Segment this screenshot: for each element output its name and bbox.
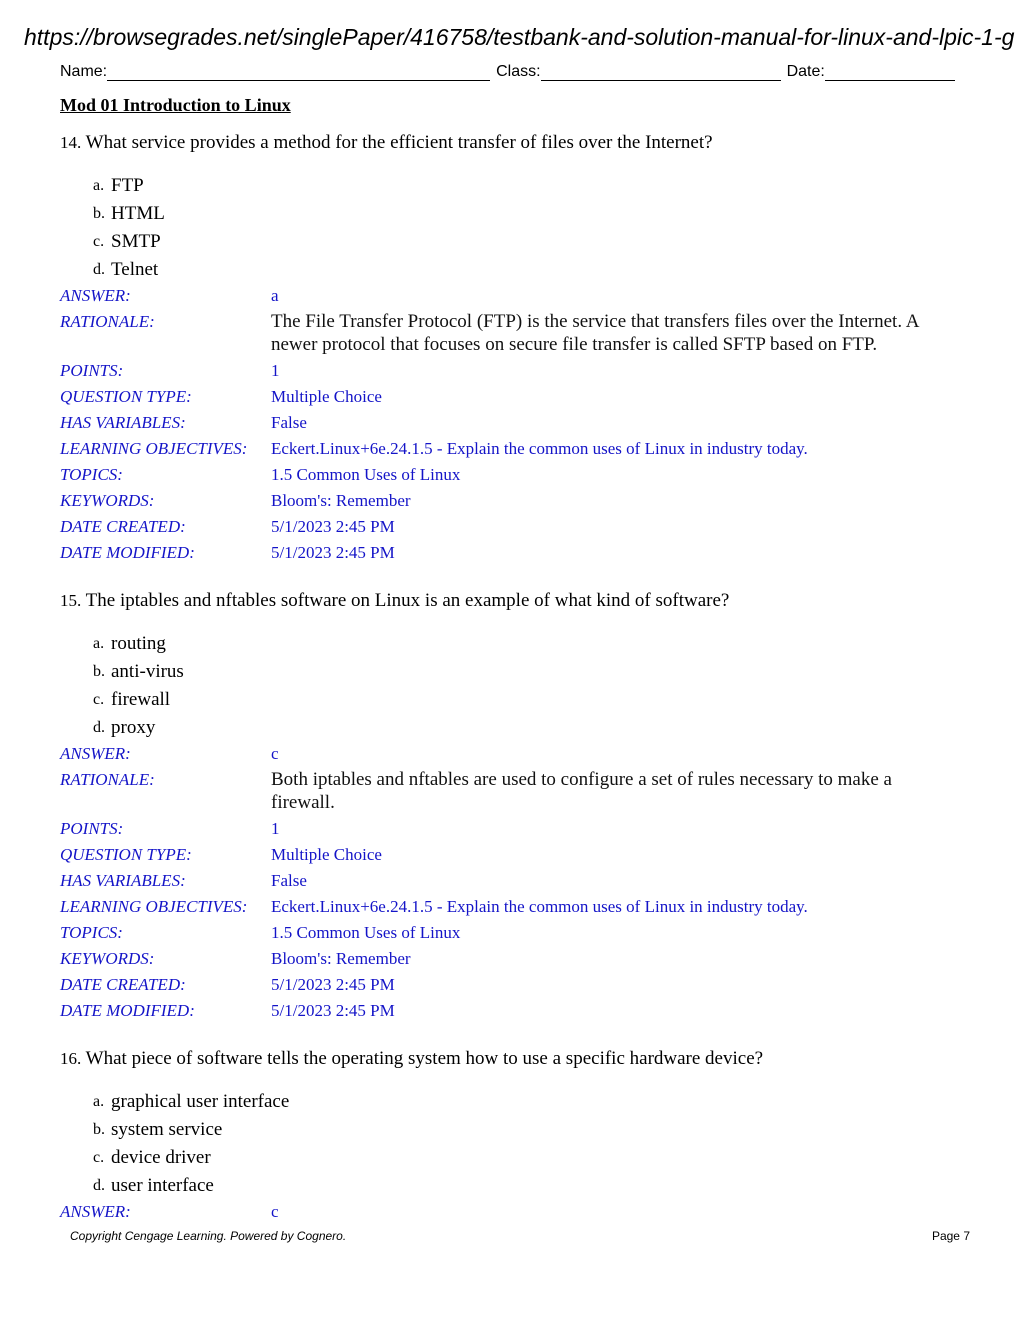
date-modified-row [60, 999, 960, 1022]
has-variables-label: HAS VARIABLES: [60, 871, 186, 890]
option-text: FTP [111, 175, 144, 196]
question-type-value: Multiple Choice [271, 845, 382, 864]
date-created-row [60, 515, 960, 538]
name-label: Name: [60, 63, 108, 80]
option-text: device driver [111, 1147, 211, 1168]
date-modified-row [60, 541, 960, 564]
rationale-label: RATIONALE: [60, 770, 155, 789]
topics-value: 1.5 Common Uses of Linux [271, 923, 461, 942]
points-row [60, 817, 960, 840]
has-variables-row [60, 869, 960, 892]
answer-label: ANSWER: [60, 744, 131, 763]
answer-value: c [271, 1202, 279, 1221]
topics-label: TOPICS: [60, 923, 123, 942]
question-type-row [60, 385, 960, 408]
date-modified-value: 5/1/2023 2:45 PM [271, 543, 395, 562]
name-field[interactable] [107, 62, 490, 81]
date-modified-label: DATE MODIFIED: [60, 1001, 195, 1020]
has-variables-value: False [271, 871, 307, 890]
option-letter: c. [93, 233, 105, 250]
question-prompt: What service provides a method for the efficient transfer of files over the Internet? [85, 132, 713, 153]
option-c [60, 686, 960, 714]
date-field[interactable] [825, 62, 955, 81]
question-15 [60, 589, 960, 1025]
keywords-row [60, 489, 960, 512]
class-label: Class: [496, 63, 541, 80]
date-created-value: 5/1/2023 2:45 PM [271, 517, 395, 536]
keywords-label: KEYWORDS: [60, 949, 155, 968]
answer-row [60, 1200, 960, 1223]
has-variables-value: False [271, 413, 307, 432]
question-type-value: Multiple Choice [271, 387, 382, 406]
student-info-header [60, 59, 960, 81]
learning-objectives-label: LEARNING OBJECTIVES: [60, 897, 248, 916]
option-text: SMTP [111, 231, 161, 252]
option-letter: d. [93, 261, 105, 278]
question-number: 16. [60, 1049, 82, 1068]
topics-row [60, 463, 960, 486]
date-modified-value: 5/1/2023 2:45 PM [271, 1001, 395, 1020]
points-label: POINTS: [60, 361, 124, 380]
copyright-text: Copyright Cengage Learning. Powered by Cognero. [70, 1229, 347, 1243]
option-text: routing [111, 633, 166, 654]
question-type-label: QUESTION TYPE: [60, 845, 192, 864]
has-variables-row [60, 411, 960, 434]
question-prompt: The iptables and nftables software on Linux is an example of what kind of software? [85, 590, 730, 611]
option-text: proxy [111, 717, 156, 738]
question-14 [60, 131, 960, 567]
rationale-row [60, 768, 960, 814]
option-b [60, 1116, 960, 1144]
page-number: Page 7 [931, 1229, 970, 1243]
option-d [60, 714, 960, 742]
rationale-value: Both iptables and nftables are used to configure a set of rules necessary to make a firewall. [271, 769, 892, 813]
rationale-label: RATIONALE: [60, 312, 155, 331]
answer-label: ANSWER: [60, 286, 131, 305]
option-a [60, 630, 960, 658]
option-letter: a. [93, 1093, 105, 1110]
question-number: 15. [60, 591, 82, 610]
answer-row [60, 284, 960, 307]
option-text: graphical user interface [111, 1091, 290, 1112]
option-a [60, 1088, 960, 1116]
points-label: POINTS: [60, 819, 124, 838]
option-b [60, 658, 960, 686]
learning-objectives-label: LEARNING OBJECTIVES: [60, 439, 248, 458]
option-letter: b. [93, 1121, 105, 1138]
has-variables-label: HAS VARIABLES: [60, 413, 186, 432]
page-footer [70, 1229, 970, 1243]
module-title: Mod 01 Introduction to Linux [60, 95, 291, 115]
question-text [60, 589, 960, 613]
points-row [60, 359, 960, 382]
learning-objectives-value: Eckert.Linux+6e.24.1.5 - Explain the common uses of Linux in industry today. [271, 439, 808, 458]
keywords-value: Bloom's: Remember [271, 949, 411, 968]
date-created-row [60, 973, 960, 996]
learning-objectives-row [60, 437, 960, 460]
option-text: HTML [111, 203, 165, 224]
keywords-label: KEYWORDS: [60, 491, 155, 510]
answer-value: a [271, 286, 279, 305]
topics-row [60, 921, 960, 944]
option-c [60, 228, 960, 256]
date-created-label: DATE CREATED: [60, 517, 186, 536]
rationale-row [60, 310, 960, 356]
option-letter: a. [93, 177, 105, 194]
learning-objectives-value: Eckert.Linux+6e.24.1.5 - Explain the common uses of Linux in industry today. [271, 897, 808, 916]
option-d [60, 256, 960, 284]
question-type-row [60, 843, 960, 866]
option-letter: d. [93, 719, 105, 736]
question-prompt: What piece of software tells the operating system how to use a specific hardware device? [85, 1048, 764, 1069]
keywords-value: Bloom's: Remember [271, 491, 411, 510]
option-b [60, 200, 960, 228]
option-text: Telnet [111, 259, 159, 280]
rationale-value: The File Transfer Protocol (FTP) is the service that transfers files over the Internet. A newer protocol that focuses on secure file transfer is called SFTP based on FTP. [271, 311, 919, 355]
question-text [60, 131, 960, 155]
answer-row [60, 742, 960, 765]
option-text: system service [111, 1119, 223, 1140]
answer-label: ANSWER: [60, 1202, 131, 1221]
option-letter: b. [93, 663, 105, 680]
option-letter: d. [93, 1177, 105, 1194]
question-16 [60, 1047, 960, 1226]
answer-value: c [271, 744, 279, 763]
option-text: firewall [111, 689, 171, 710]
date-created-value: 5/1/2023 2:45 PM [271, 975, 395, 994]
date-created-label: DATE CREATED: [60, 975, 186, 994]
class-field[interactable] [541, 62, 781, 81]
option-letter: b. [93, 205, 105, 222]
points-value: 1 [271, 361, 280, 380]
topics-value: 1.5 Common Uses of Linux [271, 465, 461, 484]
option-text: user interface [111, 1175, 214, 1196]
points-value: 1 [271, 819, 280, 838]
option-d [60, 1172, 960, 1200]
keywords-row [60, 947, 960, 970]
option-letter: c. [93, 1149, 105, 1166]
date-label: Date: [786, 63, 825, 80]
question-type-label: QUESTION TYPE: [60, 387, 192, 406]
option-text: anti-virus [111, 661, 184, 682]
option-c [60, 1144, 960, 1172]
date-modified-label: DATE MODIFIED: [60, 543, 195, 562]
option-a [60, 172, 960, 200]
option-letter: c. [93, 691, 105, 708]
question-text [60, 1047, 960, 1071]
question-number: 14. [60, 133, 82, 152]
option-letter: a. [93, 635, 105, 652]
topics-label: TOPICS: [60, 465, 123, 484]
page-url: https://browsegrades.net/singlePaper/416758/testbank-and-solution-manual-for-linux-and-lpic-1-g [24, 24, 1015, 50]
learning-objectives-row [60, 895, 960, 918]
